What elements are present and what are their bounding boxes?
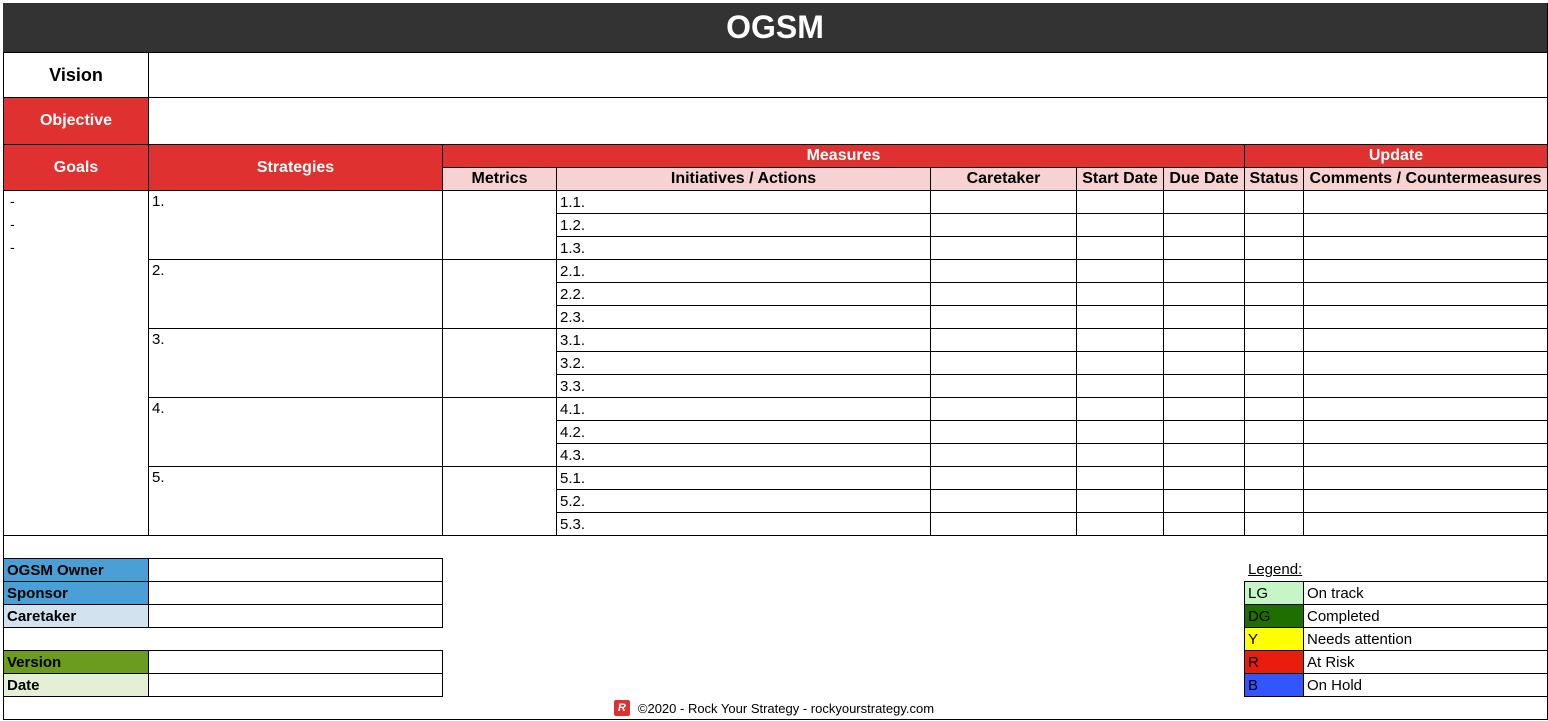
measures-header: Measures [442,144,1245,168]
initiative-cell[interactable]: 4.3. [556,443,931,467]
caretaker-input[interactable] [148,604,443,628]
initiative-cell[interactable]: 2.2. [556,282,931,306]
date-input[interactable] [148,673,443,697]
start-date-cell[interactable] [1076,282,1164,306]
status-cell[interactable] [1244,489,1304,513]
due-date-cell[interactable] [1163,420,1245,444]
start-date-header: Start Date [1076,167,1164,191]
status-cell[interactable] [1244,443,1304,467]
status-cell[interactable] [1244,397,1304,421]
page-title: OGSM [3,3,1547,52]
caretaker-cell[interactable] [930,420,1077,444]
ogsm-owner-label: OGSM Owner [3,558,149,582]
caretaker-cell[interactable] [930,190,1077,214]
initiative-cell[interactable]: 1.1. [556,190,931,214]
comments-cell[interactable] [1303,397,1548,421]
legend-label: On track [1303,581,1548,605]
legend-title: Legend: [1248,561,1303,578]
comments-cell[interactable] [1303,351,1548,375]
strategies-header: Strategies [148,144,443,191]
strategy-cell[interactable]: 1. [148,190,443,260]
objective-input[interactable] [148,97,1548,145]
due-date-cell[interactable] [1163,190,1245,214]
caretaker-cell[interactable] [930,397,1077,421]
due-date-cell[interactable] [1163,282,1245,306]
initiative-cell[interactable]: 1.2. [556,213,931,237]
caretaker-header: Caretaker [930,167,1077,191]
due-date-cell[interactable] [1163,489,1245,513]
due-date-cell[interactable] [1163,466,1245,490]
status-cell[interactable] [1244,328,1304,352]
start-date-cell[interactable] [1076,397,1164,421]
comments-cell[interactable] [1303,443,1548,467]
initiative-cell[interactable]: 2.1. [556,259,931,283]
due-date-cell[interactable] [1163,397,1245,421]
legend-swatch: DG [1244,604,1304,628]
caretaker-cell[interactable] [930,259,1077,283]
status-cell[interactable] [1244,282,1304,306]
start-date-cell[interactable] [1076,259,1164,283]
start-date-cell[interactable] [1076,512,1164,536]
initiatives-header: Initiatives / Actions [556,167,931,191]
comments-cell[interactable] [1303,420,1548,444]
initiative-cell[interactable]: 3.3. [556,374,931,398]
comments-cell[interactable] [1303,512,1548,536]
initiative-cell[interactable]: 5.1. [556,466,931,490]
comments-cell[interactable] [1303,305,1548,329]
comments-cell[interactable] [1303,489,1548,513]
legend-swatch: B [1244,673,1304,697]
status-cell[interactable] [1244,213,1304,237]
caretaker-cell[interactable] [930,282,1077,306]
caretaker-cell[interactable] [930,374,1077,398]
strategy-cell[interactable]: 3. [148,328,443,398]
status-cell[interactable] [1244,259,1304,283]
initiative-cell[interactable]: 5.2. [556,489,931,513]
caretaker-cell[interactable] [930,351,1077,375]
due-date-cell[interactable] [1163,374,1245,398]
initiative-cell[interactable]: 3.1. [556,328,931,352]
start-date-cell[interactable] [1076,374,1164,398]
start-date-cell[interactable] [1076,213,1164,237]
status-cell[interactable] [1244,236,1304,260]
caretaker-label: Caretaker [3,604,149,628]
start-date-cell[interactable] [1076,328,1164,352]
start-date-cell[interactable] [1076,351,1164,375]
ogsm-owner-input[interactable] [148,558,443,582]
initiative-cell[interactable]: 2.3. [556,305,931,329]
date-label: Date [3,673,149,697]
goals-cell[interactable] [3,190,149,536]
legend-label: On Hold [1303,673,1548,697]
status-cell[interactable] [1244,190,1304,214]
due-date-cell[interactable] [1163,443,1245,467]
legend-label: At Risk [1303,650,1548,674]
rock-your-strategy-logo-icon: R [614,700,630,716]
version-input[interactable] [148,650,443,674]
status-cell[interactable] [1244,420,1304,444]
status-cell[interactable] [1244,351,1304,375]
legend-swatch: Y [1244,627,1304,651]
start-date-cell[interactable] [1076,305,1164,329]
goal-item: - [10,239,15,255]
goal-item: - [10,193,15,209]
caretaker-cell[interactable] [930,328,1077,352]
version-label: Version [3,650,149,674]
caretaker-cell[interactable] [930,512,1077,536]
strategy-cell[interactable]: 5. [148,466,443,536]
caretaker-cell[interactable] [930,236,1077,260]
status-cell[interactable] [1244,305,1304,329]
due-date-cell[interactable] [1163,236,1245,260]
comments-cell[interactable] [1303,213,1548,237]
caretaker-cell[interactable] [930,213,1077,237]
legend-label: Completed [1303,604,1548,628]
caretaker-cell[interactable] [930,466,1077,490]
initiative-cell[interactable]: 1.3. [556,236,931,260]
status-cell[interactable] [1244,466,1304,490]
status-header: Status [1244,167,1304,191]
initiative-cell[interactable]: 3.2. [556,351,931,375]
footer [0,698,1548,718]
vision-label: Vision [3,52,149,98]
footer-text: ©2020 - Rock Your Strategy - rockyourstrategy.com [637,700,935,716]
initiative-cell[interactable]: 4.1. [556,397,931,421]
due-date-cell[interactable] [1163,305,1245,329]
start-date-cell[interactable] [1076,190,1164,214]
comments-cell[interactable] [1303,190,1548,214]
legend-label: Needs attention [1303,627,1548,651]
update-header: Update [1244,144,1548,168]
comments-header: Comments / Countermeasures [1303,167,1548,191]
comments-cell[interactable] [1303,236,1548,260]
sponsor-label: Sponsor [3,581,149,605]
due-date-cell[interactable] [1163,351,1245,375]
comments-cell[interactable] [1303,466,1548,490]
due-date-cell[interactable] [1163,328,1245,352]
start-date-cell[interactable] [1076,443,1164,467]
goal-item: - [10,216,15,232]
metrics-cell[interactable] [442,328,557,398]
comments-cell[interactable] [1303,374,1548,398]
caretaker-cell[interactable] [930,443,1077,467]
initiative-cell[interactable]: 4.2. [556,420,931,444]
strategy-cell[interactable]: 2. [148,259,443,329]
comments-cell[interactable] [1303,282,1548,306]
due-date-cell[interactable] [1163,213,1245,237]
objective-label: Objective [3,97,149,145]
due-date-cell[interactable] [1163,512,1245,536]
metrics-cell[interactable] [442,466,557,536]
legend-swatch: LG [1244,581,1304,605]
comments-cell[interactable] [1303,328,1548,352]
metrics-cell[interactable] [442,259,557,329]
caretaker-cell[interactable] [930,305,1077,329]
sponsor-input[interactable] [148,581,443,605]
comments-cell[interactable] [1303,259,1548,283]
metrics-header: Metrics [442,167,557,191]
start-date-cell[interactable] [1076,466,1164,490]
legend-swatch: R [1244,650,1304,674]
metrics-cell[interactable] [442,190,557,260]
due-date-cell[interactable] [1163,259,1245,283]
start-date-cell[interactable] [1076,420,1164,444]
caretaker-cell[interactable] [930,489,1077,513]
strategy-cell[interactable]: 4. [148,397,443,467]
start-date-cell[interactable] [1076,489,1164,513]
metrics-cell[interactable] [442,397,557,467]
initiative-cell[interactable]: 5.3. [556,512,931,536]
vision-input[interactable] [148,52,1548,98]
start-date-cell[interactable] [1076,236,1164,260]
status-cell[interactable] [1244,512,1304,536]
due-date-header: Due Date [1163,167,1245,191]
goals-header: Goals [3,144,149,191]
status-cell[interactable] [1244,374,1304,398]
